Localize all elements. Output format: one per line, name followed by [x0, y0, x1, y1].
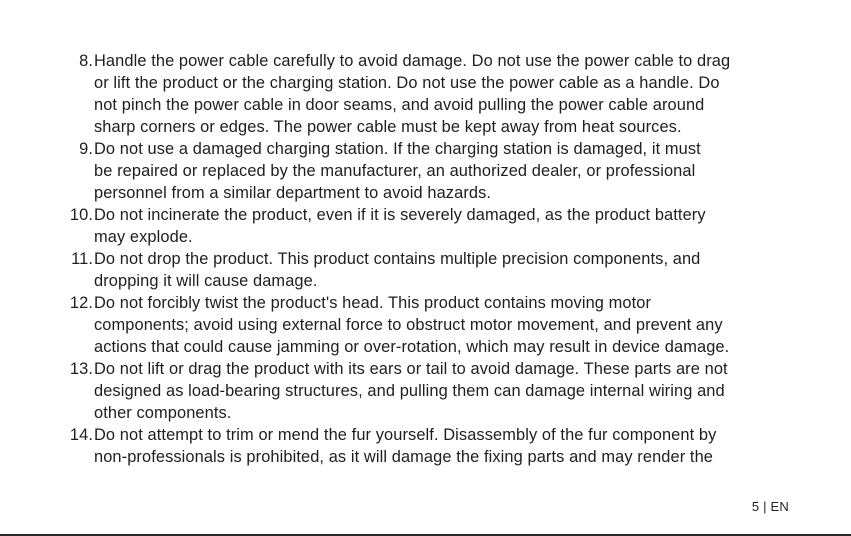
safety-instructions-list — [60, 50, 790, 468]
list-item — [60, 248, 790, 292]
item-text: Do not attempt to trim or mend the fur yourself. Disassembly of the fur component by non-professionals is prohibited, as it will damage the fixing parts and may render the — [94, 426, 717, 466]
item-text: Handle the power cable carefully to avoid damage. Do not use the power cable to drag or lift the product or the charging station. Do not use the power cable as a handle. Do not pinch the power cable in door seams, and avoid pulling the power cable around sharp corners or edges. The power cable must be kept away from heat sources. — [94, 52, 731, 136]
item-number: 14. — [69, 426, 93, 444]
item-number: 9. — [79, 140, 93, 158]
item-number: 12. — [69, 294, 93, 312]
list-item — [60, 424, 790, 468]
item-text: Do not forcibly twist the product's head. This product contains moving motor components; avoid using external force to obstruct motor movement, and prevent any actions that could cause jamming or over-rotation, which may result in device damage. — [94, 294, 730, 356]
item-text: Do not use a damaged charging station. If the charging station is damaged, it must be repaired or replaced by the manufacturer, an authorized dealer, or professional personnel from a similar department to avoid hazards. — [94, 140, 701, 202]
page-number-footer: 5 | EN — [751, 499, 789, 514]
item-text: Do not lift or drag the product with its ears or tail to avoid damage. These parts are not designed as load-bearing structures, and pulling them can damage internal wiring and other components. — [94, 360, 728, 422]
item-number: 13. — [69, 360, 93, 378]
list-item — [60, 50, 790, 138]
list-item — [60, 138, 790, 204]
list-item — [60, 204, 790, 248]
list-item — [60, 358, 790, 424]
item-number: 8. — [79, 52, 93, 70]
item-number: 11. — [71, 250, 93, 268]
item-text: Do not drop the product. This product contains multiple precision components, and dropping it will cause damage. — [94, 250, 701, 290]
list-item — [60, 292, 790, 358]
item-number: 10. — [69, 206, 93, 224]
item-text: Do not incinerate the product, even if it is severely damaged, as the product battery may explode. — [94, 206, 706, 246]
